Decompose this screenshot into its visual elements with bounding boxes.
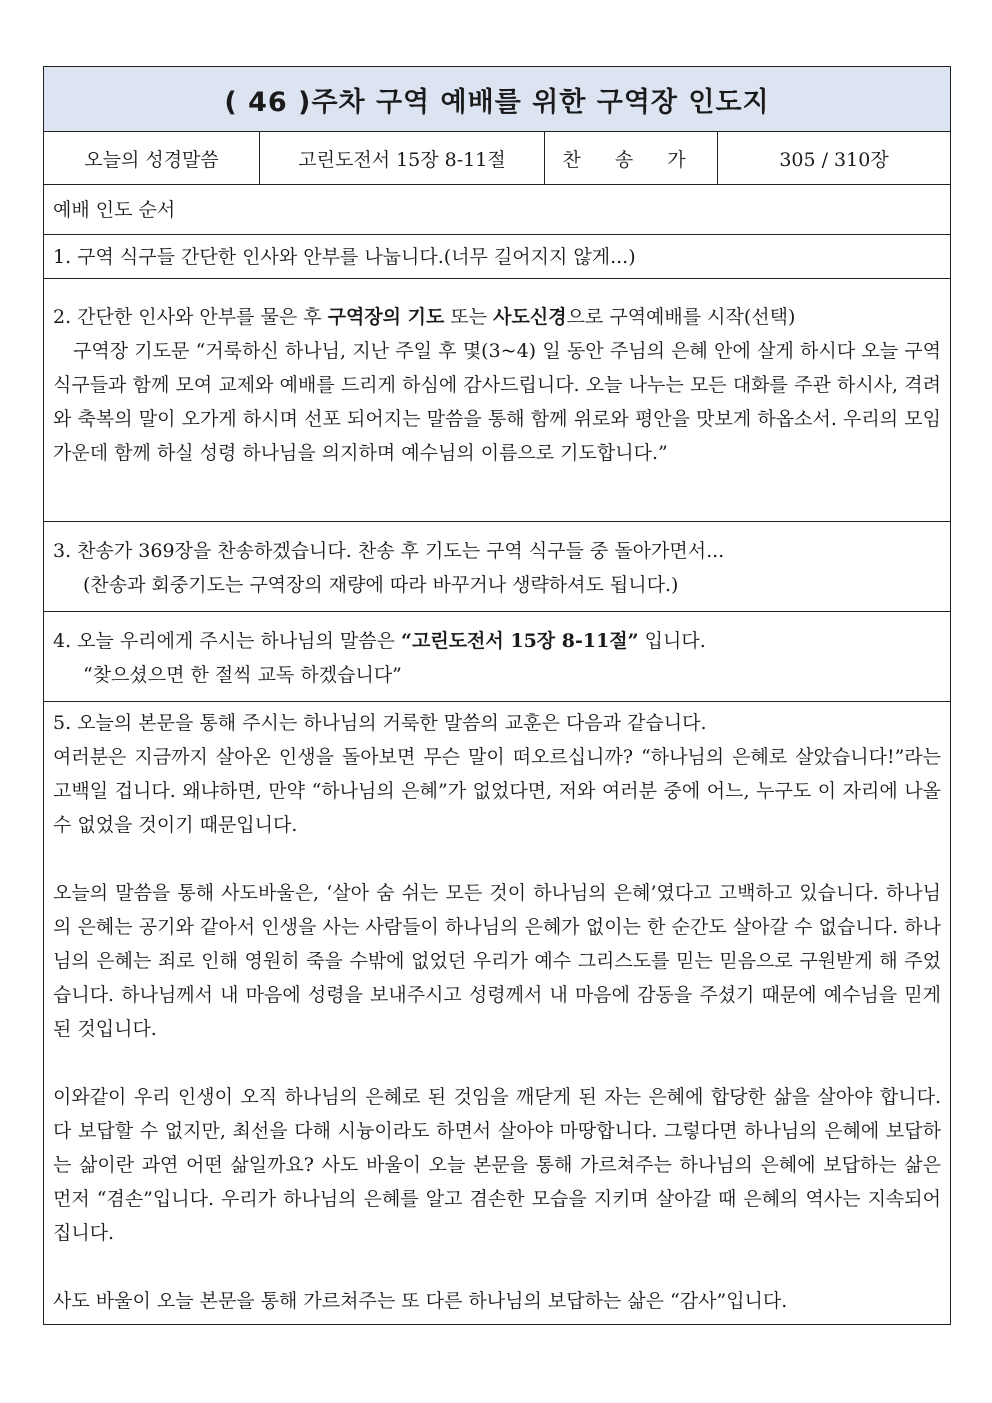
step-2-prayer-text: 구역장 기도문 “거룩하신 하나님, 지난 주일 후 몇(3~4) 일 동안 주님의 은혜 안에 살게 하시다 오늘 구역 식구들과 함께 모여 교제와 예배를 드리게 하심에 감사드립니다. 오늘 나누는 모든 대화를 주관 하시사, 격려와 축복의 말이 오가게 하시며 선포 되어지는 말씀을 통해 함께 위로와 평안을 맛보게 하옵소서. 우리의 모임 가운데 함께 하실 성령 하나님을 의지하며 예수님의 이름으로 기도합니다.” [53,340,941,464]
step-2-bold-creed: 사도신경 [493,306,567,328]
paragraph-gap [53,842,941,876]
step-2-bold-prayer: 구역장의 기도 [327,306,445,328]
paragraph-gap [53,1250,941,1284]
step-4-bold-scripture: “고린도전서 15장 8-11절” [401,630,639,652]
step-3-line-2: (찬송과 회중기도는 구역장의 재량에 따라 바꾸거나 생략하셔도 됩니다.) [83,574,679,596]
step-5 [44,702,950,1324]
hymn-label: 찬 송 가 [545,132,718,184]
step-5-paragraph-3: 이와같이 우리 인생이 오직 하나님의 은혜로 된 것임을 깨닫게 된 자는 은혜에 합당한 삶을 살아야 합니다. 다 보답할 수 없지만, 최선을 다해 시늉이라도 하면서 살아야 마땅합니다. 그렇다면 하나님의 은혜에 보답하는 삶이란 과연 어떤 삶일까요? 사도 바울이 오늘 본문을 통해 가르쳐주는 하나님의 은혜에 보답하는 삶은 먼저 “겸손”입니다. 우리가 하나님의 은혜를 알고 겸손한 모습을 지키며 살아갈 때 은혜의 역사는 지속되어 집니다. [53,1086,941,1244]
document-title: ( 46 )주차 구역 예배를 위한 구역장 인도지 [44,67,950,132]
step-4-post: 입니다. [638,630,706,652]
step-2-heading [53,300,941,334]
step-4-line-2: “찾으셨으면 한 절씩 교독 하겠습니다” [83,664,402,686]
step-5-paragraph-1: 여러분은 지금까지 살아온 인생을 돌아보면 무슨 말이 떠오르십니까? “하나님의 은혜로 살았습니다!”라는 고백일 겁니다. 왜냐하면, 만약 “하나님의 은혜”가 없었다면, 저와 여러분 중에 어느, 누구도 이 자리에 나올 수 없었을 것이기 때문입니다. [53,746,941,836]
info-row [44,132,950,185]
step-2-pre: 2. 간단한 인사와 안부를 물은 후 [53,306,328,328]
step-5-intro: 5. 오늘의 본문을 통해 주시는 하나님의 거룩한 말씀의 교훈은 다음과 같습니다. [53,712,707,734]
step-4-line-1 [53,624,941,658]
step-4 [44,612,950,702]
step-2 [44,279,950,522]
scripture-value: 고린도전서 15장 8-11절 [260,132,545,184]
step-2-post: 으로 구역예배를 시작(선택) [566,306,796,328]
paragraph-gap [53,1046,941,1080]
step-5-paragraph-4: 사도 바울이 오늘 본문을 통해 가르쳐주는 또 다른 하나님의 보답하는 삶은 “감사”입니다. [53,1290,788,1312]
step-5-paragraph-2: 오늘의 말씀을 통해 사도바울은, ‘살아 숨 쉬는 모든 것이 하나님의 은혜’였다고 고백하고 있습니다. 하나님의 은혜는 공기와 같아서 인생을 사는 사람들이 하나님의 은혜가 없이는 한 순간도 살아갈 수 없습니다. 하나님의 은혜는 죄로 인해 영원히 죽을 수밖에 없었던 우리가 예수 그리스도를 믿는 믿음으로 구원받게 해 주었습니다. 하나님께서 내 마음에 성령을 보내주시고 성령께서 내 마음에 감동을 주셨기 때문에 예수님을 믿게 된 것입니다. [53,882,941,1040]
step-2-mid: 또는 [444,306,494,328]
step-1: 1. 구역 식구들 간단한 인사와 안부를 나눕니다.(너무 길어지지 않게...) [44,235,950,279]
scripture-label: 오늘의 성경말씀 [44,132,260,184]
step-3 [44,522,950,612]
worship-guide-table [43,66,951,1325]
hymn-value: 305 / 310장 [779,148,889,171]
step-3-line-1: 3. 찬송가 369장을 찬송하겠습니다. 찬송 후 기도는 구역 식구들 중 돌아가면서... [53,540,725,562]
order-heading: 예배 인도 순서 [44,185,950,235]
step-4-pre: 4. 오늘 우리에게 주시는 하나님의 말씀은 [53,630,402,652]
